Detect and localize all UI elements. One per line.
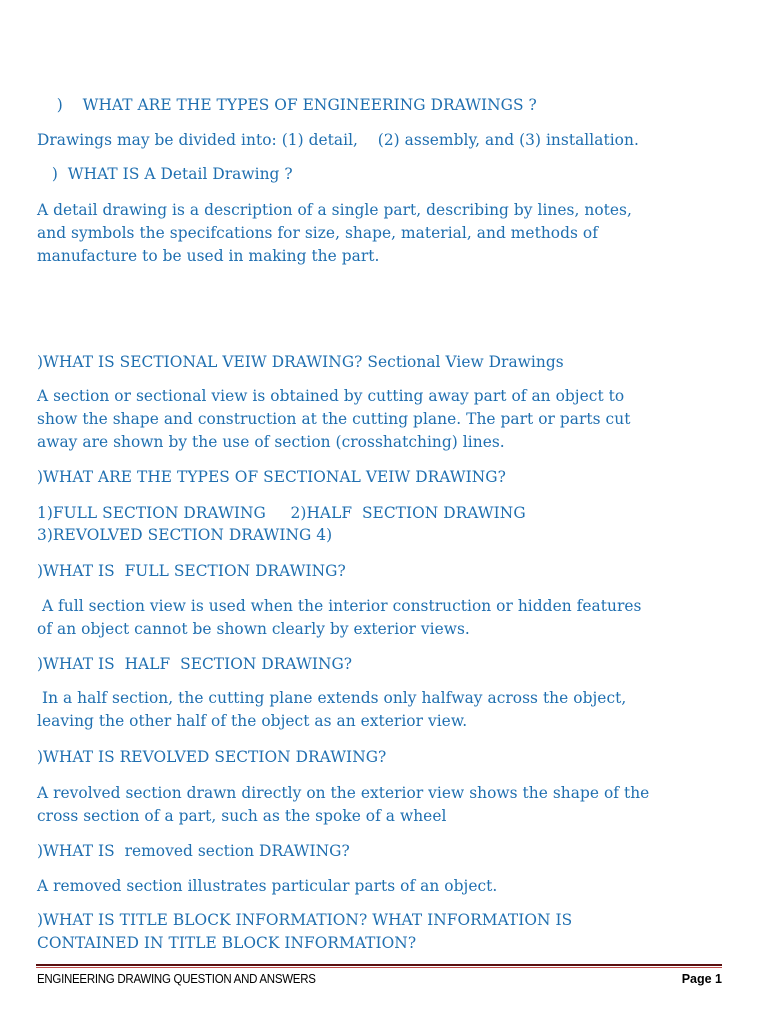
question-full-section: )WHAT IS FULL SECTION DRAWING? bbox=[37, 562, 346, 580]
question-title-block-line-1: )WHAT IS TITLE BLOCK INFORMATION? WHAT INFORMATION IS bbox=[37, 911, 573, 929]
question-detail-drawing: ) WHAT IS A Detail Drawing ? bbox=[37, 165, 293, 183]
answer-full-section-line-2: of an object cannot be shown clearly by exterior views. bbox=[37, 620, 470, 638]
question-revolved-section: )WHAT IS REVOLVED SECTION DRAWING? bbox=[37, 748, 387, 766]
footer-page-number: Page 1 bbox=[681, 972, 722, 986]
question-sectional-view: )WHAT IS SECTIONAL VEIW DRAWING? Sectional View Drawings bbox=[37, 353, 564, 371]
answer-sectional-view-line-3: away are shown by the use of section (crosshatching) lines. bbox=[37, 433, 505, 451]
footer-title: ENGINEERING DRAWING QUESTION AND ANSWERS bbox=[37, 972, 316, 986]
answer-revolved-section-line-1: A revolved section drawn directly on the exterior view shows the shape of the bbox=[37, 784, 650, 802]
question-sectional-types: )WHAT ARE THE TYPES OF SECTIONAL VEIW DRAWING? bbox=[37, 468, 506, 486]
question-removed-section: )WHAT IS removed section DRAWING? bbox=[37, 842, 350, 860]
answer-full-section-line-1: A full section view is used when the interior construction or hidden features bbox=[37, 597, 642, 615]
answer-detail-drawing-line-3: manufacture to be used in making the part. bbox=[37, 247, 380, 265]
question-engineering-drawing-types: ) WHAT ARE THE TYPES OF ENGINEERING DRAWINGS ? bbox=[37, 96, 537, 114]
answer-sectional-view-line-2: show the shape and construction at the cutting plane. The part or parts cut bbox=[37, 410, 631, 428]
answer-detail-drawing-line-2: and symbols the specifcations for size, shape, material, and methods of bbox=[37, 224, 598, 242]
answer-sectional-view-line-1: A section or sectional view is obtained by cutting away part of an object to bbox=[37, 387, 625, 405]
answer-drawing-divisions: Drawings may be divided into: (1) detail, (2) assembly, and (3) installation. bbox=[37, 131, 639, 149]
answer-removed-section: A removed section illustrates particular parts of an object. bbox=[37, 877, 498, 895]
answer-half-section-line-1: In a half section, the cutting plane extends only halfway across the object, bbox=[37, 689, 627, 707]
answer-detail-drawing-line-1: A detail drawing is a description of a single part, describing by lines, notes, bbox=[37, 201, 632, 219]
answer-sectional-types-line-2: 3)REVOLVED SECTION DRAWING 4) bbox=[37, 526, 333, 544]
answer-revolved-section-line-2: cross section of a part, such as the spoke of a wheel bbox=[37, 807, 447, 825]
footer-rule-accent bbox=[36, 967, 722, 968]
footer-rule bbox=[36, 964, 722, 966]
answer-half-section-line-2: leaving the other half of the object as an exterior view. bbox=[37, 712, 468, 730]
question-half-section: )WHAT IS HALF SECTION DRAWING? bbox=[37, 655, 353, 673]
answer-sectional-types-line-1: 1)FULL SECTION DRAWING 2)HALF SECTION DRAWING bbox=[37, 504, 526, 522]
question-title-block-line-2: CONTAINED IN TITLE BLOCK INFORMATION? bbox=[37, 934, 417, 952]
